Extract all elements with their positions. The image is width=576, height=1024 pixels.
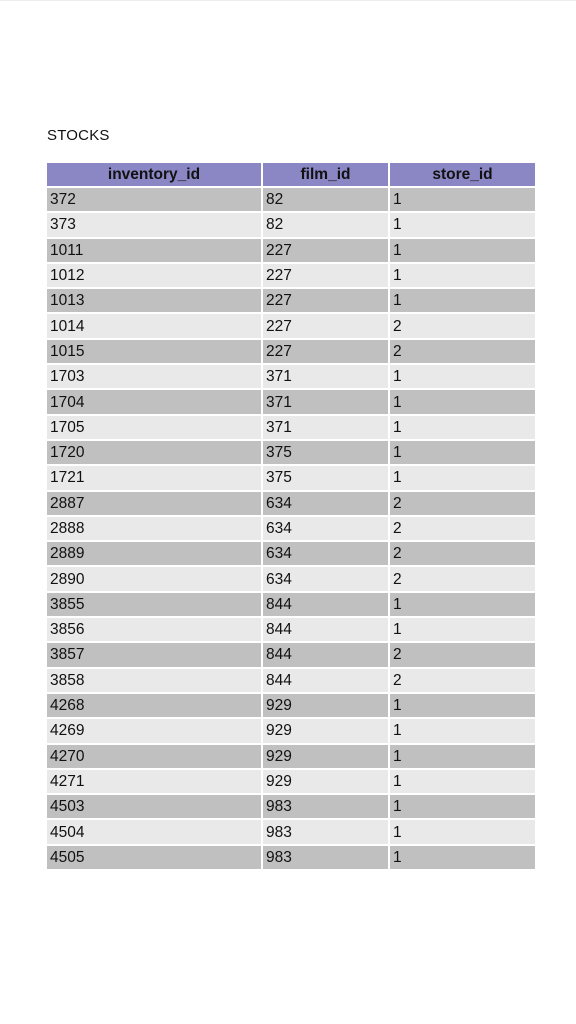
table-row bbox=[47, 745, 535, 768]
inventory-id-cell: 4505 bbox=[47, 846, 261, 869]
film-id-cell: 929 bbox=[263, 719, 388, 742]
table-row bbox=[47, 441, 535, 464]
inventory-id-cell: 4503 bbox=[47, 795, 261, 818]
table-row bbox=[47, 390, 535, 413]
film-id-cell: 371 bbox=[263, 390, 388, 413]
table-row bbox=[47, 492, 535, 515]
film-id-cell: 227 bbox=[263, 340, 388, 363]
store-id-cell: 2 bbox=[390, 567, 535, 590]
stocks-table bbox=[45, 161, 537, 871]
film-id-cell: 371 bbox=[263, 365, 388, 388]
table-row bbox=[47, 314, 535, 337]
film-id-cell: 844 bbox=[263, 593, 388, 616]
table-body bbox=[47, 188, 535, 869]
table-row bbox=[47, 213, 535, 236]
table-row bbox=[47, 643, 535, 666]
store-id-cell: 1 bbox=[390, 289, 535, 312]
film-id-cell: 844 bbox=[263, 643, 388, 666]
inventory-id-cell: 2887 bbox=[47, 492, 261, 515]
inventory-id-cell: 3857 bbox=[47, 643, 261, 666]
film-id-cell: 844 bbox=[263, 618, 388, 641]
inventory-id-cell: 1015 bbox=[47, 340, 261, 363]
film-id-cell: 634 bbox=[263, 517, 388, 540]
film-id-cell: 929 bbox=[263, 770, 388, 793]
store-id-cell: 1 bbox=[390, 770, 535, 793]
store-id-cell: 1 bbox=[390, 846, 535, 869]
store-id-cell: 2 bbox=[390, 314, 535, 337]
table-row bbox=[47, 365, 535, 388]
table-row bbox=[47, 289, 535, 312]
store-id-cell: 1 bbox=[390, 795, 535, 818]
store-id-cell: 1 bbox=[390, 441, 535, 464]
store-id-cell: 1 bbox=[390, 239, 535, 262]
store-id-cell: 2 bbox=[390, 669, 535, 692]
inventory-id-cell: 1705 bbox=[47, 416, 261, 439]
inventory-id-cell: 1011 bbox=[47, 239, 261, 262]
film-id-cell: 227 bbox=[263, 314, 388, 337]
film-id-cell: 929 bbox=[263, 745, 388, 768]
inventory-id-cell: 372 bbox=[47, 188, 261, 211]
table-row bbox=[47, 416, 535, 439]
store-id-cell: 1 bbox=[390, 264, 535, 287]
film-id-cell: 844 bbox=[263, 669, 388, 692]
film-id-cell: 82 bbox=[263, 213, 388, 236]
table-row bbox=[47, 669, 535, 692]
column-header-store-id: store_id bbox=[390, 163, 535, 186]
film-id-cell: 371 bbox=[263, 416, 388, 439]
store-id-cell: 1 bbox=[390, 618, 535, 641]
table-row bbox=[47, 466, 535, 489]
table-row bbox=[47, 239, 535, 262]
inventory-id-cell: 4270 bbox=[47, 745, 261, 768]
table-row bbox=[47, 188, 535, 211]
film-id-cell: 983 bbox=[263, 846, 388, 869]
table-title: STOCKS bbox=[47, 127, 110, 144]
table-row bbox=[47, 618, 535, 641]
table-header-row bbox=[47, 163, 535, 186]
store-id-cell: 1 bbox=[390, 745, 535, 768]
inventory-id-cell: 4271 bbox=[47, 770, 261, 793]
inventory-id-cell: 1014 bbox=[47, 314, 261, 337]
inventory-id-cell: 373 bbox=[47, 213, 261, 236]
film-id-cell: 375 bbox=[263, 466, 388, 489]
inventory-id-cell: 4504 bbox=[47, 820, 261, 843]
inventory-id-cell: 4268 bbox=[47, 694, 261, 717]
inventory-id-cell: 1013 bbox=[47, 289, 261, 312]
inventory-id-cell: 3858 bbox=[47, 669, 261, 692]
table-row bbox=[47, 567, 535, 590]
store-id-cell: 1 bbox=[390, 213, 535, 236]
film-id-cell: 634 bbox=[263, 492, 388, 515]
film-id-cell: 375 bbox=[263, 441, 388, 464]
table-row bbox=[47, 593, 535, 616]
film-id-cell: 983 bbox=[263, 820, 388, 843]
table-row bbox=[47, 719, 535, 742]
table-row bbox=[47, 340, 535, 363]
film-id-cell: 634 bbox=[263, 567, 388, 590]
inventory-id-cell: 4269 bbox=[47, 719, 261, 742]
table-row bbox=[47, 820, 535, 843]
film-id-cell: 929 bbox=[263, 694, 388, 717]
column-header-film-id: film_id bbox=[263, 163, 388, 186]
table-row bbox=[47, 846, 535, 869]
store-id-cell: 1 bbox=[390, 188, 535, 211]
column-header-inventory-id: inventory_id bbox=[47, 163, 261, 186]
store-id-cell: 2 bbox=[390, 340, 535, 363]
table-row bbox=[47, 264, 535, 287]
table-row bbox=[47, 795, 535, 818]
store-id-cell: 1 bbox=[390, 719, 535, 742]
inventory-id-cell: 1721 bbox=[47, 466, 261, 489]
store-id-cell: 2 bbox=[390, 542, 535, 565]
store-id-cell: 1 bbox=[390, 365, 535, 388]
film-id-cell: 82 bbox=[263, 188, 388, 211]
store-id-cell: 2 bbox=[390, 492, 535, 515]
table-row bbox=[47, 694, 535, 717]
store-id-cell: 1 bbox=[390, 820, 535, 843]
film-id-cell: 983 bbox=[263, 795, 388, 818]
store-id-cell: 1 bbox=[390, 416, 535, 439]
film-id-cell: 227 bbox=[263, 264, 388, 287]
table-row bbox=[47, 517, 535, 540]
top-divider bbox=[0, 0, 576, 1]
inventory-id-cell: 2888 bbox=[47, 517, 261, 540]
inventory-id-cell: 1704 bbox=[47, 390, 261, 413]
inventory-id-cell: 1012 bbox=[47, 264, 261, 287]
film-id-cell: 634 bbox=[263, 542, 388, 565]
inventory-id-cell: 3855 bbox=[47, 593, 261, 616]
inventory-id-cell: 2889 bbox=[47, 542, 261, 565]
table-row bbox=[47, 770, 535, 793]
store-id-cell: 1 bbox=[390, 390, 535, 413]
inventory-id-cell: 3856 bbox=[47, 618, 261, 641]
store-id-cell: 2 bbox=[390, 643, 535, 666]
store-id-cell: 1 bbox=[390, 694, 535, 717]
store-id-cell: 1 bbox=[390, 593, 535, 616]
store-id-cell: 2 bbox=[390, 517, 535, 540]
inventory-id-cell: 2890 bbox=[47, 567, 261, 590]
inventory-id-cell: 1703 bbox=[47, 365, 261, 388]
film-id-cell: 227 bbox=[263, 239, 388, 262]
film-id-cell: 227 bbox=[263, 289, 388, 312]
table-row bbox=[47, 542, 535, 565]
store-id-cell: 1 bbox=[390, 466, 535, 489]
inventory-id-cell: 1720 bbox=[47, 441, 261, 464]
